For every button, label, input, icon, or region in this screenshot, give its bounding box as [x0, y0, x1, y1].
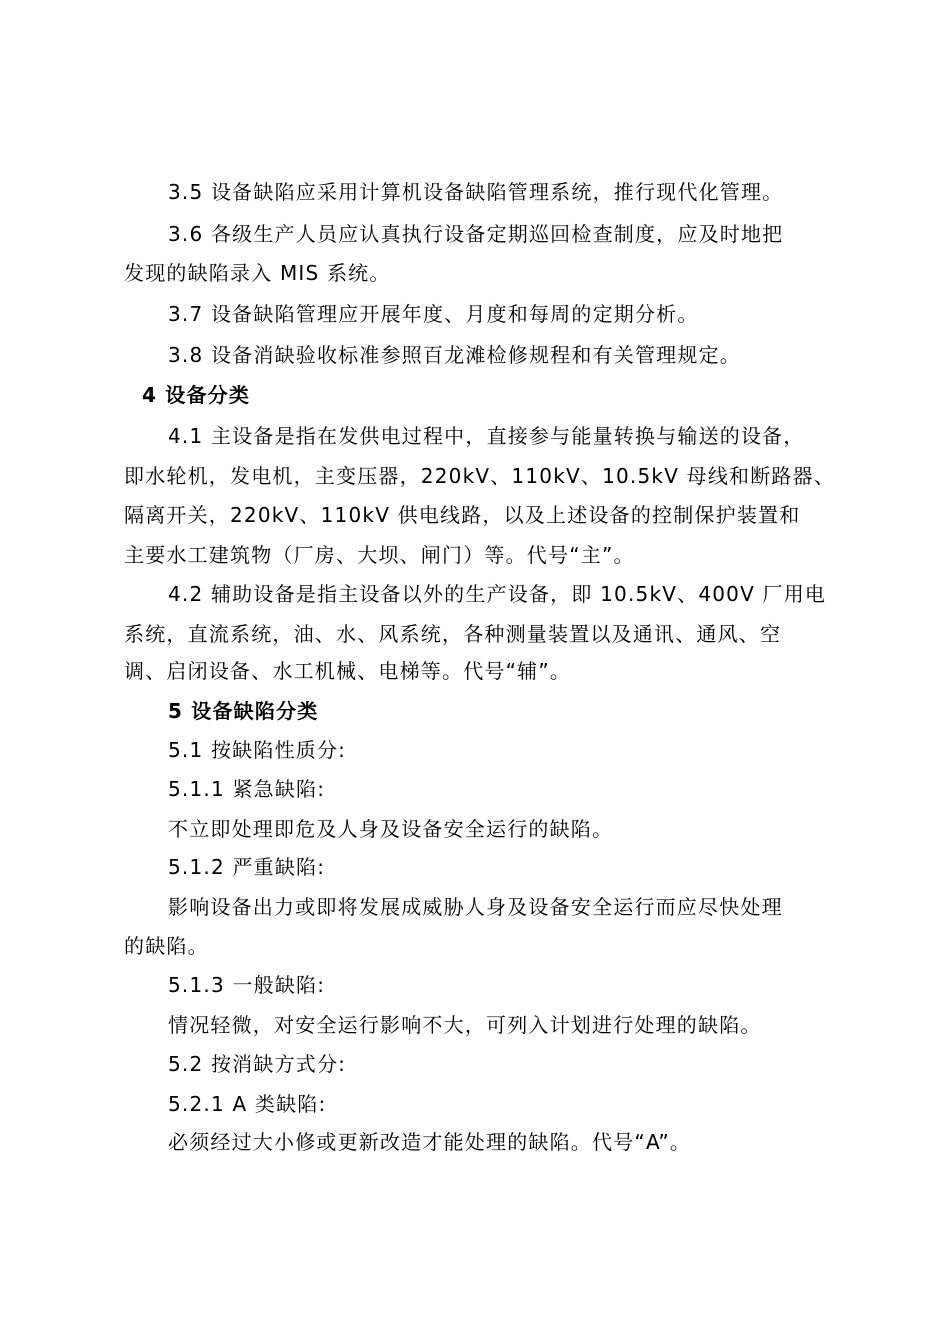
paragraph-3-6-line-1: 3.6 各级生产人员应认真执行设备定期巡回检查制度，应及时地把 [168, 222, 784, 246]
subsection-5-1-1: 5.1.1 紧急缺陷: [168, 777, 326, 801]
definition-5-2-1: 必须经过大小修或更新改造才能处理的缺陷。代号“A”。 [168, 1130, 692, 1154]
section-heading-5: 5 设备缺陷分类 [168, 699, 319, 723]
paragraph-3-7: 3.7 设备缺陷管理应开展年度、月度和每周的定期分析。 [168, 302, 699, 326]
paragraph-4-1-line-3: 隔离开关，220kV、110kV 供电线路，以及上述设备的控制保护装置和 [124, 503, 801, 527]
paragraph-4-1-line-1: 4.1 主设备是指在发供电过程中，直接参与能量转换与输送的设备， [168, 424, 805, 448]
paragraph-3-8: 3.8 设备消缺验收标准参照百龙滩检修规程和有关管理规定。 [168, 343, 741, 367]
definition-5-1-2-line-2: 的缺陷。 [124, 934, 209, 958]
paragraph-3-5: 3.5 设备缺陷应采用计算机设备缺陷管理系统，推行现代化管理。 [168, 180, 784, 204]
paragraph-4-2-line-3: 调、启闭设备、水工机械、电梯等。代号“辅”。 [124, 659, 572, 683]
definition-5-1-2-line-1: 影响设备出力或即将发展成威胁人身及设备安全运行而应尽快处理 [168, 895, 783, 919]
subsection-5-2: 5.2 按消缺方式分: [168, 1052, 347, 1076]
subsection-5-1-2: 5.1.2 严重缺陷: [168, 855, 326, 879]
paragraph-4-2-line-1: 4.2 辅助设备是指主设备以外的生产设备，即 10.5kV、400V 厂用电 [168, 582, 827, 606]
subsection-5-1-3: 5.1.3 一般缺陷: [168, 973, 326, 997]
paragraph-4-1-line-4: 主要水工建筑物（厂房、大坝、闸门）等。代号“主”。 [124, 543, 635, 567]
subsection-5-1: 5.1 按缺陷性质分: [168, 738, 347, 762]
paragraph-3-6-line-2: 发现的缺陷录入 MIS 系统。 [124, 261, 391, 285]
subsection-5-2-1: 5.2.1 A 类缺陷: [168, 1092, 327, 1116]
section-heading-4: 4 设备分类 [142, 383, 251, 407]
paragraph-4-1-line-2: 即水轮机，发电机，主变压器，220kV、110kV、10.5kV 母线和断路器、 [124, 464, 836, 488]
definition-5-1-1: 不立即处理即危及人身及设备安全运行的缺陷。 [168, 817, 614, 841]
definition-5-1-3: 情况轻微，对安全运行影响不大，可列入计划进行处理的缺陷。 [168, 1013, 762, 1037]
paragraph-4-2-line-2: 系统，直流系统，油、水、风系统，各种测量装置以及通讯、通风、空 [124, 622, 782, 646]
